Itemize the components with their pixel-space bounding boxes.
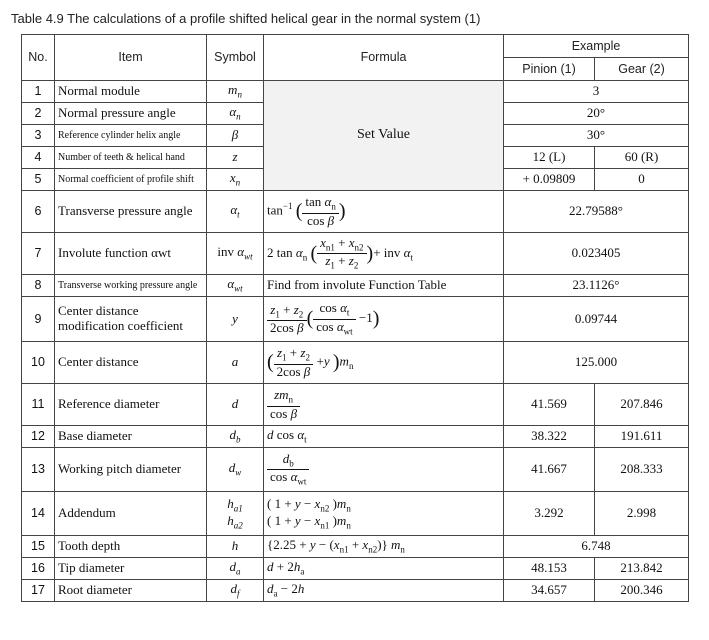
table-row bbox=[22, 448, 689, 492]
row-no: 16 bbox=[22, 558, 55, 580]
row-no: 9 bbox=[22, 297, 55, 342]
row-no: 14 bbox=[22, 492, 55, 536]
row-formula: Find from involute Function Table bbox=[264, 275, 504, 297]
row-value: 0.09744 bbox=[504, 297, 689, 342]
table-row bbox=[22, 191, 689, 233]
row-item: Transverse working pressure angle bbox=[55, 275, 207, 297]
row-symbol: a bbox=[207, 342, 264, 384]
row-pinion: 38.322 bbox=[504, 426, 595, 448]
table-row bbox=[22, 275, 689, 297]
row-symbol: β bbox=[207, 125, 264, 147]
row-gear: 208.333 bbox=[595, 448, 689, 492]
row-item: Root diameter bbox=[55, 580, 207, 602]
row-gear: 0 bbox=[595, 169, 689, 191]
row-no: 3 bbox=[22, 125, 55, 147]
table-row bbox=[22, 558, 689, 580]
table-row bbox=[22, 580, 689, 602]
row-pinion: 12 (L) bbox=[504, 147, 595, 169]
row-gear: 60 (R) bbox=[595, 147, 689, 169]
table-row bbox=[22, 384, 689, 426]
row-item: Tip diameter bbox=[55, 558, 207, 580]
row-no: 10 bbox=[22, 342, 55, 384]
row-pinion: 3.292 bbox=[504, 492, 595, 536]
row-no: 4 bbox=[22, 147, 55, 169]
row-no: 5 bbox=[22, 169, 55, 191]
row-value: 0.023405 bbox=[504, 233, 689, 275]
row-item: Reference cylinder helix angle bbox=[55, 125, 207, 147]
row-symbol: $d_w$ bbox=[207, 448, 264, 492]
row-pinion: 34.657 bbox=[504, 580, 595, 602]
row-no: 13 bbox=[22, 448, 55, 492]
row-gear: 213.842 bbox=[595, 558, 689, 580]
row-no: 11 bbox=[22, 384, 55, 426]
row-item: Normal module bbox=[55, 81, 207, 103]
row-item: Tooth depth bbox=[55, 536, 207, 558]
row-item: Transverse pressure angle bbox=[55, 191, 207, 233]
row-pinion: 41.569 bbox=[504, 384, 595, 426]
row-symbol: $d_a$ bbox=[207, 558, 264, 580]
header-gear: Gear (2) bbox=[595, 58, 689, 81]
row-symbol: $x_n$ bbox=[207, 169, 264, 191]
row-gear: 207.846 bbox=[595, 384, 689, 426]
row-symbol: $\alpha_t$ bbox=[207, 191, 264, 233]
row-symbol: $\alpha_{wt}$ bbox=[207, 275, 264, 297]
table-row bbox=[22, 297, 689, 342]
row-value: 6.748 bbox=[504, 536, 689, 558]
row-no: 1 bbox=[22, 81, 55, 103]
table-row bbox=[22, 492, 689, 536]
row-symbol: $d_f$ bbox=[207, 580, 264, 602]
row-item: Center distance bbox=[55, 342, 207, 384]
row-formula: $\frac{zm_n}{\text{cos β}}$ bbox=[264, 384, 504, 426]
table-row bbox=[22, 81, 689, 103]
row-item: Number of teeth & helical hand bbox=[55, 147, 207, 169]
row-symbol: d bbox=[207, 384, 264, 426]
table-row bbox=[22, 426, 689, 448]
row-formula: $\frac{z_1 + z_2}{\text{2cos β}}$ ( $\frac{\cos \alpha_t}{\cos \alpha_{wt}}$ −1) bbox=[264, 297, 504, 342]
row-item: Base diameter bbox=[55, 426, 207, 448]
row-no: 6 bbox=[22, 191, 55, 233]
row-value: 30° bbox=[504, 125, 689, 147]
row-formula: $d_a - 2h$ bbox=[264, 580, 504, 602]
header-no: No. bbox=[22, 35, 55, 81]
row-formula: $\tan^{-1}$ ( $\frac{\tan \alpha_n}{\text{cos β}}$ ) bbox=[264, 191, 504, 233]
row-formula: ( $\frac{z_1 + z_2}{\text{2cos β}}$ +y )$m_n$ bbox=[264, 342, 504, 384]
row-formula: $d + 2h_a$ bbox=[264, 558, 504, 580]
row-no: 8 bbox=[22, 275, 55, 297]
row-value: 22.79588° bbox=[504, 191, 689, 233]
row-no: 15 bbox=[22, 536, 55, 558]
row-formula: $\{2.25 + y - (x_{n1} + x_{n2})\}$ $m_n$ bbox=[264, 536, 504, 558]
header-item: Item bbox=[55, 35, 207, 81]
header-symbol: Symbol bbox=[207, 35, 264, 81]
table-row bbox=[22, 536, 689, 558]
row-pinion: + 0.09809 bbox=[504, 169, 595, 191]
row-pinion: 41.667 bbox=[504, 448, 595, 492]
row-value: 23.1126° bbox=[504, 275, 689, 297]
row-symbol: inv $\alpha_{wt}$ bbox=[207, 233, 264, 275]
row-symbol: z bbox=[207, 147, 264, 169]
row-item: Normal coefficient of profile shift bbox=[55, 169, 207, 191]
row-item: Normal pressure angle bbox=[55, 103, 207, 125]
row-item: Involute function αwt bbox=[55, 233, 207, 275]
gear-calculation-table bbox=[21, 34, 689, 602]
row-formula: $\frac{d_b}{\cos \alpha_{wt}}$ bbox=[264, 448, 504, 492]
row-no: 12 bbox=[22, 426, 55, 448]
table-title: Table 4.9 The calculations of a profile shifted helical gear in the normal system (1) bbox=[11, 11, 481, 26]
row-value: 20° bbox=[504, 103, 689, 125]
row-symbol: $d_b$ bbox=[207, 426, 264, 448]
row-symbol: h bbox=[207, 536, 264, 558]
header-formula: Formula bbox=[264, 35, 504, 81]
row-symbol: $m_n$ bbox=[207, 81, 264, 103]
row-value: 125.000 bbox=[504, 342, 689, 384]
row-item: Center distance modification coefficient bbox=[55, 297, 207, 342]
row-symbol: $\alpha_n$ bbox=[207, 103, 264, 125]
table-row bbox=[22, 342, 689, 384]
row-gear: 191.611 bbox=[595, 426, 689, 448]
row-gear: 200.346 bbox=[595, 580, 689, 602]
row-no: 2 bbox=[22, 103, 55, 125]
row-pinion: 48.153 bbox=[504, 558, 595, 580]
header-example: Example bbox=[504, 35, 689, 58]
row-formula: 2 $\tan \alpha_n$ ( $\frac{x_{n1} + x_{n2}}{z_1 + z_2}$ )+ inv $\alpha_t$ bbox=[264, 233, 504, 275]
row-gear: 2.998 bbox=[595, 492, 689, 536]
row-no: 7 bbox=[22, 233, 55, 275]
row-symbol: y bbox=[207, 297, 264, 342]
row-value: 3 bbox=[504, 81, 689, 103]
row-item: Addendum bbox=[55, 492, 207, 536]
row-symbol: $h_{a1}$ $h_{a2}$ bbox=[207, 492, 264, 536]
row-formula: d $\cos \alpha_t$ bbox=[264, 426, 504, 448]
row-item: Working pitch diameter bbox=[55, 448, 207, 492]
table-row bbox=[22, 233, 689, 275]
set-value-cell: Set Value bbox=[264, 81, 504, 191]
header-pinion: Pinion (1) bbox=[504, 58, 595, 81]
row-item: Reference diameter bbox=[55, 384, 207, 426]
row-no: 17 bbox=[22, 580, 55, 602]
header-row bbox=[22, 35, 689, 58]
row-formula: ( $1 + y - x_{n2}$ )$m_n$ ( $1 + y - x_{n1}$ )$m_n$ bbox=[264, 492, 504, 536]
